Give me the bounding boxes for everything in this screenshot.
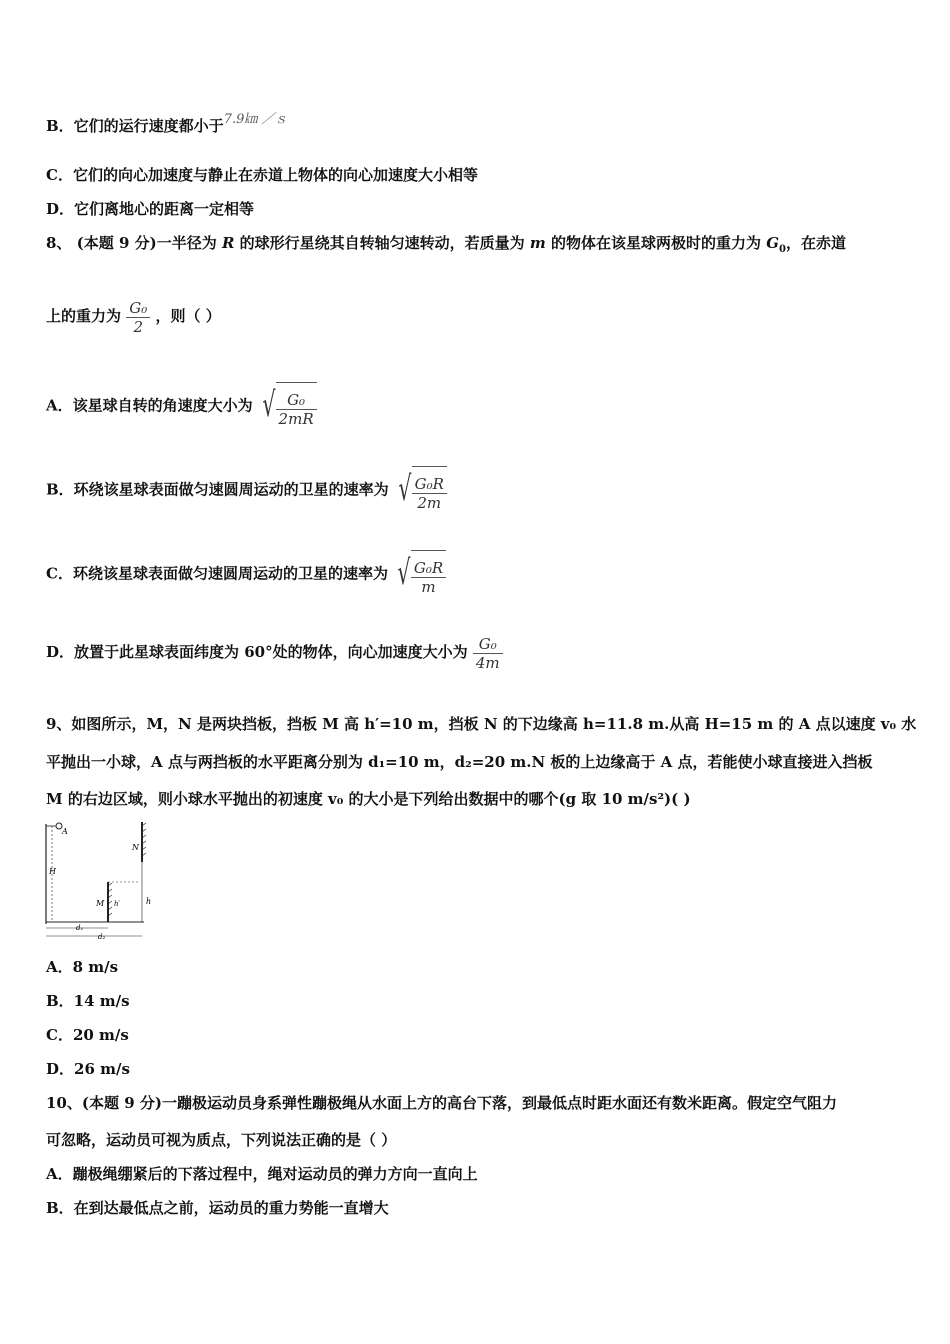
q9-stem-line1: 9、如图所示，M，N 是两块挡板，挡板 M 高 h′=10 m，挡板 N 的下边缘高 h=11.8 m.从高 H=15 m 的 A 点以速度 v₀ 水 [46,715,917,733]
q8-stem-b: 的球形行星绕其自转轴匀速转动，若质量为 [234,234,530,252]
q8-stem-line2 [46,296,221,336]
fig-label-d2: d₂ [98,933,106,940]
q8-option-a-num: G₀ [287,390,306,409]
q8-option-b [46,466,447,515]
q8-option-b-sqrt [394,466,447,515]
q8-option-b-den: 2m [417,493,442,512]
q8-option-d-num: G₀ [478,634,497,653]
q9-option-d: D．26 m/s [46,1060,130,1078]
q10-option-a: A．蹦极绳绷紧后的下落过程中，绳对运动员的弹力方向一直向上 [46,1165,478,1183]
q8-var-g-sub: 0 [779,244,786,255]
sqrt-icon: √ [398,469,412,509]
q8-option-d-text: D．放置于此星球表面纬度为 60°处的物体，向心加速度大小为 [46,643,468,661]
q7-option-b-unit: 7.9㎞ ／ｓ [223,112,288,127]
q8-frac-den: 2 [133,317,144,336]
q8-stem-d: ，在赤道 [786,234,847,252]
q8-option-b-frac [412,475,447,512]
q9-stem-line2: 平抛出一小球，A 点与两挡板的水平距离分别为 d₁=10 m，d₂=20 m.N 板的上边缘高于 A 点，若能使小球直接进入挡板 [46,753,873,771]
q9-option-b: B．14 m/s [46,992,130,1010]
q8-var-m: m [529,234,546,252]
q8-option-a-den: 2mR [278,409,314,428]
q8-var-g: G [766,234,780,252]
sqrt-icon: √ [397,553,411,593]
fig-label-m: M [96,899,105,908]
q8-stem-c: 的物体在该星球两极时的重力为 [545,234,767,252]
q9-figure [40,818,160,940]
fig-label-h: h [146,897,152,906]
q8-option-a-text: A．该星球自转的角速度大小为 [46,396,253,415]
q8-option-a-sqrt [258,382,317,431]
q8-frac-num: G₀ [129,298,148,317]
q8-option-c [46,550,446,599]
q8-stem-line1 [46,233,846,260]
q8-option-d-frac [473,635,503,672]
q7-option-d: D．它们离地心的距离一定相等 [46,200,255,218]
fig-label-n: N [132,843,139,852]
sqrt-icon: √ [262,385,276,425]
q8-option-d [46,632,503,672]
q8-line2-b: ，则（ ） [155,307,221,325]
q9-option-c: C．20 m/s [46,1026,129,1044]
q9-stem-line3: M 的右边区域，则小球水平抛出的初速度 v₀ 的大小是下列给出数据中的哪个(g 取 10 m/s²)( ) [46,790,691,808]
q8-option-c-text: C．环绕该星球表面做匀速圆周运动的卫星的速率为 [46,564,388,583]
q8-option-a-frac [276,391,317,428]
fig-label-H: H [49,867,56,876]
q7-option-b-text: B．它们的运行速度都小于 [46,117,224,135]
fig-label-hp: h′ [114,900,121,908]
q8-fraction-g0-over-2 [126,299,150,336]
q8-option-c-den: m [421,577,436,596]
q10-stem-line2: 可忽略，运动员可视为质点，下列说法正确的是（ ） [46,1131,397,1149]
fig-label-d1: d₁ [76,924,84,932]
q8-line2-a: 上的重力为 [46,307,122,325]
q10-option-b: B．在到达最低点之前，运动员的重力势能一直增大 [46,1199,389,1217]
q8-option-a [46,382,317,431]
q8-option-b-num: G₀R [414,474,444,493]
q8-var-r: R [221,234,235,252]
q8-stem-a: 8、 (本题 9 分)一半径为 [46,234,222,252]
q8-option-d-den: 4m [475,653,500,672]
q7-option-c: C．它们的向心加速度与静止在赤道上物体的向心加速度大小相等 [46,166,478,184]
q9-option-a: A．8 m/s [46,958,119,976]
q8-option-c-sqrt [393,550,446,599]
q8-option-b-text: B．环绕该星球表面做匀速圆周运动的卫星的速率为 [46,480,389,499]
q8-option-c-num: G₀R [413,558,444,577]
q10-stem-line1: 10、(本题 9 分)一蹦极运动员身系弹性蹦极绳从水面上方的高台下落，到最低点时距水面还有数米距离。假定空气阻力 [46,1094,837,1112]
fig-label-a: A [62,827,68,836]
q7-option-b [46,112,288,136]
q8-option-c-frac [411,559,446,596]
